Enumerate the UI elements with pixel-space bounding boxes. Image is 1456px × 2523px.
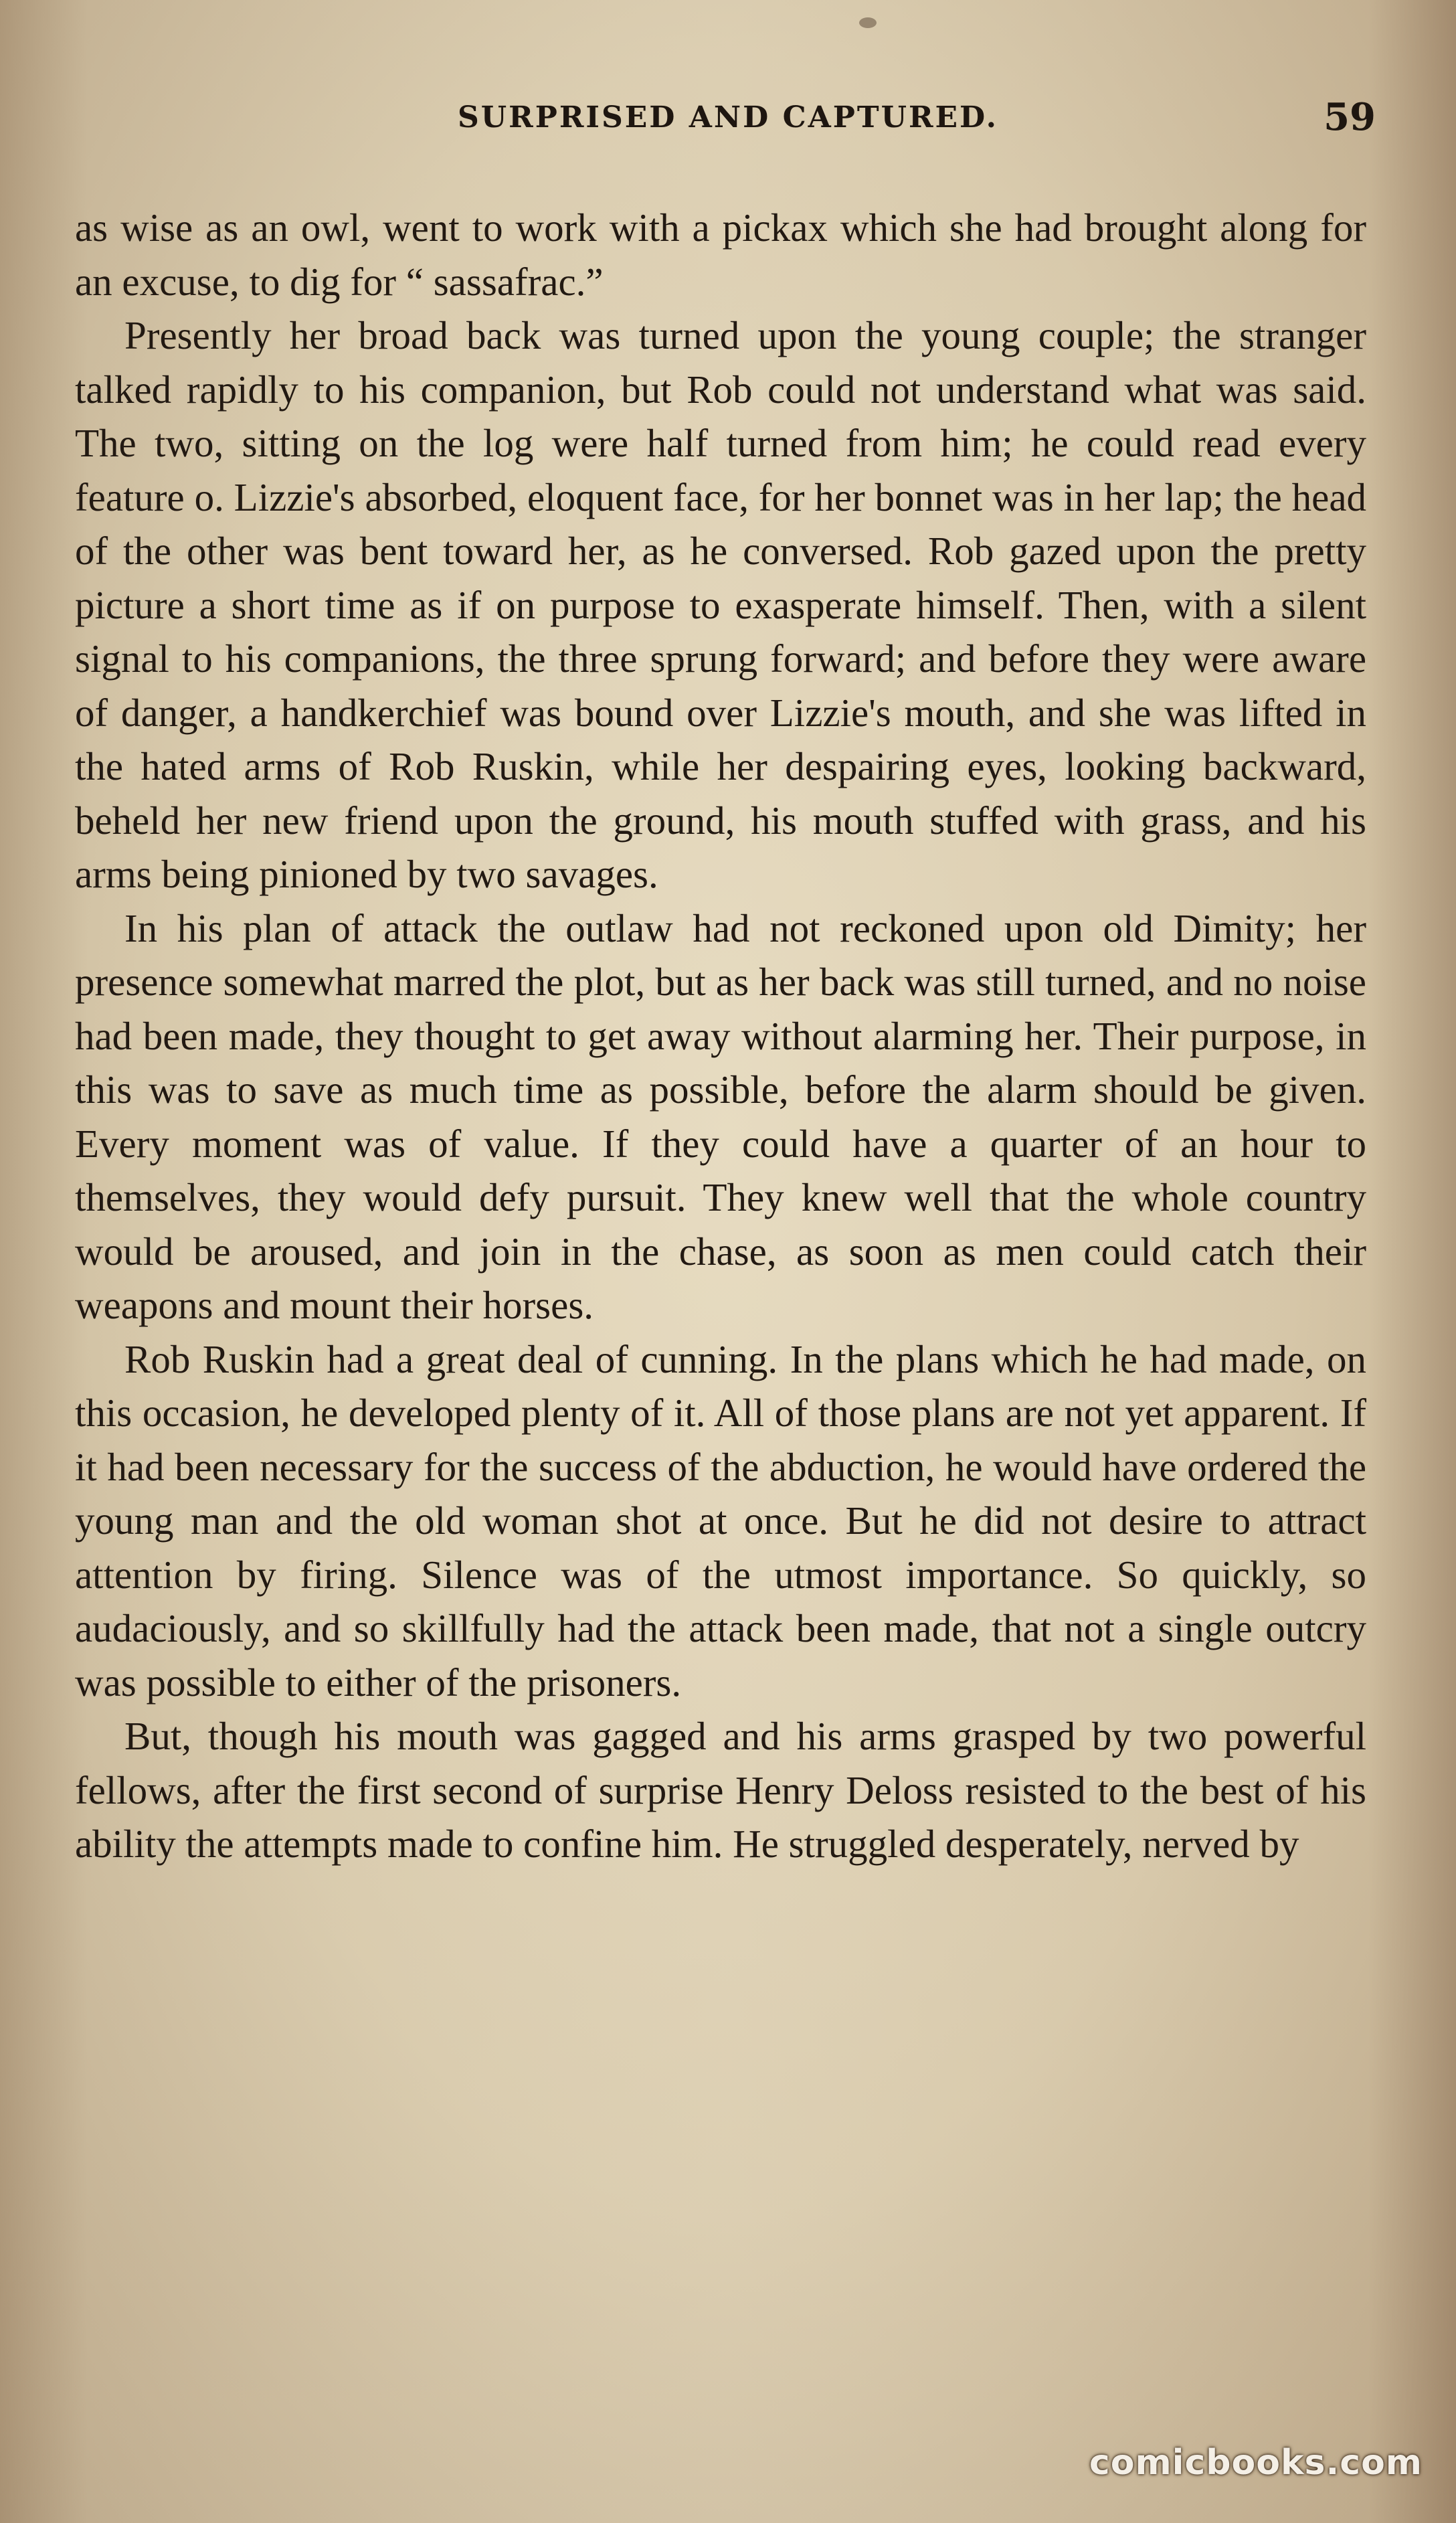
paragraph-3: In his plan of attack the outlaw had not reckoned upon old Dimity; her presence somewhat marred the plot, but as her back was still turned, and no noise had been made, they thought to get away without alarming her. Their purpose, in this was to save as much time as possible, before the alarm should be given. Every moment was of value. If they could have a quarter of an hour to themselves, they would defy pursuit. They knew well that the whole country would be aroused, and join in the chase, as soon as men could catch their weapons and mount their horses. <box>75 905 1366 1327</box>
paragraph-1: as wise as an owl, went to work with a pickax which she had brought along for an excuse, to dig for “ sassafrac.” <box>75 205 1366 304</box>
paragraph-5: But, though his mouth was gagged and his arms grasped by two powerful fellows, after the first second of surprise Henry Deloss resisted to the best of his ability the attempts made to confine him. He struggled desperately, nerved by <box>75 1714 1366 1866</box>
page-number: 59 <box>1324 95 1376 139</box>
ink-spot <box>859 17 877 28</box>
paragraph-2: Presently her broad back was turned upon the young couple; the stranger talked rapidly to his companion, but Rob could not understand what was said. The two, sitting on the log were half turned from him; he could read every feature o. Lizzie's absorbed, eloquent face, for her bonnet was in her lap; the head of the other was bent toward her, as he conversed. Rob gazed upon the pretty picture a short time as if on purpose to exasperate himself. Then, with a silent signal to his companions, the three sprung forward; and before they were aware of danger, a handkerchief was bound over Lizzie's mouth, and she was lifted in the hated arms of Rob Ruskin, while her despairing eyes, looking backward, beheld her new friend upon the ground, his mouth stuffed with grass, and his arms being pinioned by two savages. <box>75 313 1366 896</box>
running-head: SURPRISED AND CAPTURED. <box>458 100 998 135</box>
watermark: comicbooks.com <box>1089 2443 1423 2483</box>
page-header <box>80 95 1376 154</box>
paragraph-4: Rob Ruskin had a great deal of cunning. In the plans which he had made, on this occasion, he developed plenty of it. All of those plans are not yet apparent. If it had been necessary for the success of the abduction, he would have ordered the young man and the old woman shot at once. But he did not desire to attract attention by firing. Silence was of the utmost importance. So quickly, so audaciously, and so skillfully had the attack been made, that not a single outcry was possible to either of the prisoners. <box>75 1336 1366 1705</box>
body-text <box>75 201 1366 1871</box>
